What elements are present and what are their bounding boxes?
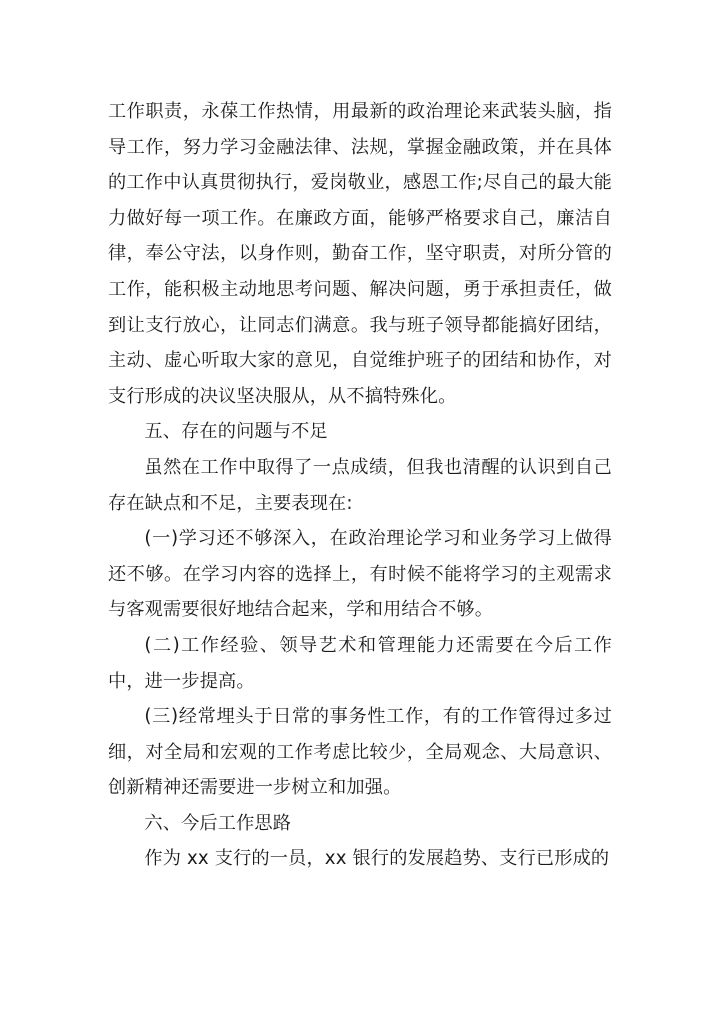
paragraph-work-duties: 工作职责，永葆工作热情，用最新的政治理论来武装头脑，指导工作，努力学习金融法律、法规，掌握金融政策，并在具体的工作中认真贯彻执行，爱岗敬业，感恩工作;尽自己的最大能力做好每一项工作。在廉政方面，能够严格要求自己，廉洁自律，奉公守法，以身作则，勤奋工作，坚守职责，对所分管的工作，能积极主动地思考问题、解决问题，勇于承担责任，做到让支行放心，让同志们满意。我与班子领导都能搞好团结，主动、虚心听取大家的意见，自觉维护班子的团结和协作，对支行形成的决议坚决服从，从不搞特殊化。 xyxy=(108,101,612,407)
section-heading-future-plans: 六、今后工作思路 xyxy=(144,812,292,834)
paragraph-shortcoming-3: (三)经常埋头于日常的事务性工作，有的工作管得过多过细，对全局和宏观的工作考虑比较少，全局观念、大局意识、创新精神还需要进一步树立和加强。 xyxy=(108,706,612,799)
paragraph-future-plans: 作为 xx 支行的一员，xx 银行的发展趋势、支行已形成的 xyxy=(144,848,610,870)
paragraph-shortcomings-intro: 虽然在工作中取得了一点成绩，但我也清醒的认识到自己存在缺点和不足，主要表现在: xyxy=(108,456,612,514)
paragraph-shortcoming-2: (二)工作经验、领导艺术和管理能力还需要在今后工作中，进一步提高。 xyxy=(108,634,612,692)
paragraph-shortcoming-1: (一)学习还不够深入，在政治理论学习和业务学习上做得还不够。在学习内容的选择上，有时候不能将学习的主观需求与客观需要很好地结合起来，学和用结合不够。 xyxy=(108,528,612,621)
section-heading-problems: 五、存在的问题与不足 xyxy=(144,421,328,443)
document-page xyxy=(108,94,612,877)
